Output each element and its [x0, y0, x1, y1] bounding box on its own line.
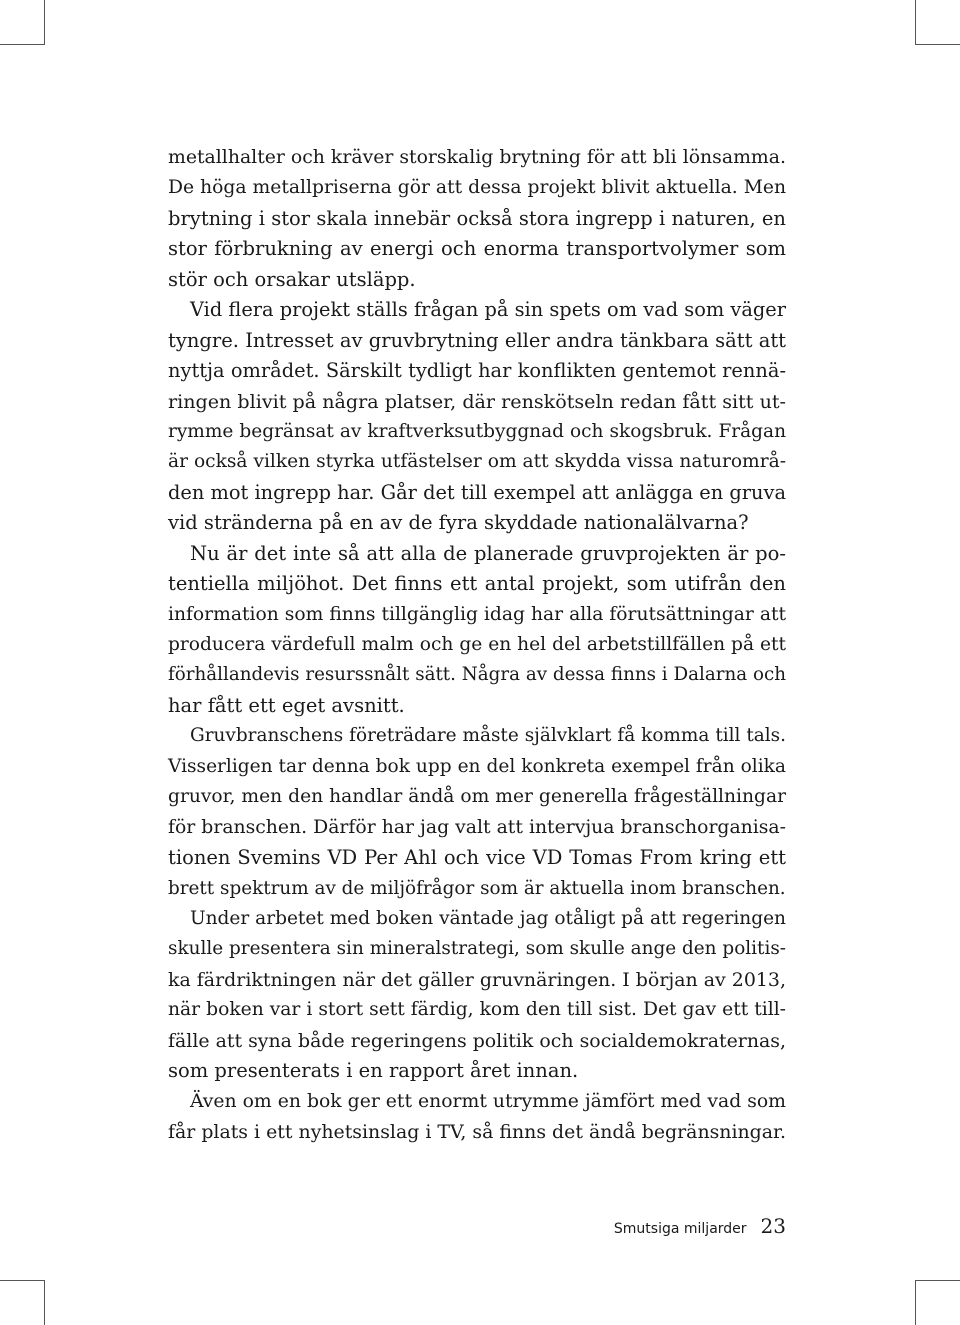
text-line: får plats i ett nyhetsinslag i TV, så finns det ändå begränsningar. [168, 1121, 786, 1143]
crop-mark-top-right-h [915, 44, 960, 45]
text-line: när boken var i stort sett färdig, kom den till sist. Det gav ett till- [168, 999, 786, 1021]
text-line: De höga metallpriserna gör att dessa projekt blivit aktuella. Men [168, 177, 786, 199]
page-footer [614, 1214, 786, 1238]
text-line: tionen Svemins VD Per Ahl och vice VD Tomas From kring ett [168, 846, 786, 870]
text-line: metallhalter och kräver storskalig brytning för att bli lönsamma. [168, 147, 786, 168]
text-line: producera värdefull malm och ge en hel del arbetstillfällen på ett [168, 634, 786, 655]
crop-mark-bottom-right [915, 1280, 916, 1325]
text-line: den mot ingrepp har. Går det till exempel att anlägga en gruva [168, 480, 786, 504]
text-line: tyngre. Intresset av gruvbrytning eller andra tänkbara sätt att [168, 328, 786, 352]
text-line: skulle presentera sin mineralstrategi, som skulle ange den politis- [168, 938, 786, 960]
text-line: information som finns tillgänglig idag har alla förutsättningar att [168, 603, 786, 625]
crop-mark-bottom-left-h [0, 1280, 45, 1281]
text-line: brytning i stor skala innebär också stora ingrepp i naturen, en [168, 206, 786, 230]
crop-mark-bottom-left [44, 1280, 45, 1325]
text-line: brett spektrum av de miljöfrågor som är aktuella inom branschen. [168, 877, 786, 899]
text-line: rymme begränsat av kraftverksutbyggnad och skogsbruk. Frågan [168, 420, 786, 442]
crop-mark-top-left-h [0, 44, 45, 45]
text-line: tentiella miljöhot. Det finns ett antal projekt, som utifrån den [168, 572, 786, 596]
text-line: Gruvbranschens företrädare måste självklart få komma till tals. [190, 725, 786, 747]
running-title: Smutsiga miljarder [613, 1221, 747, 1237]
text-line: Visserligen tar denna bok upp en del konkreta exempel från olika [168, 755, 786, 777]
crop-mark-bottom-right-h [915, 1280, 960, 1281]
text-line: Vid flera projekt ställs frågan på sin spets om vad som väger [190, 298, 786, 322]
text-line: Även om en bok ger ett enormt utrymme jämfört med vad som [190, 1090, 786, 1112]
page-number: 23 [760, 1214, 786, 1238]
text-line: vid stränderna på en av de fyra skyddade nationalälvarna? [168, 511, 749, 535]
text-line: ka färdriktningen när det gäller gruvnäringen. I början av 2013, [168, 968, 786, 991]
text-line: har fått ett eget avsnitt. [168, 693, 405, 717]
text-line: nyttja området. Särskilt tydligt har konflikten gentemot rennä- [168, 359, 786, 383]
text-line: är också vilken styrka utfästelser om att skydda vissa naturområ- [168, 451, 786, 473]
text-line: för branschen. Därför har jag valt att intervjua branschorganisa- [168, 816, 786, 838]
text-line: fälle att syna både regeringens politik och socialdemokraternas, [168, 1029, 786, 1052]
text-line: stör och orsakar utsläpp. [168, 267, 416, 291]
body-text [168, 143, 786, 1147]
text-line: Under arbetet med boken väntade jag otåligt på att regeringen [190, 907, 786, 929]
text-line: stor förbrukning av energi och enorma transportvolymer som [168, 237, 786, 261]
crop-mark-top-right [915, 0, 916, 45]
text-line: förhållandevis resurssnålt sätt. Några av dessa finns i Dalarna och [168, 664, 786, 686]
text-line: som presenterats i en rapport året innan. [168, 1059, 579, 1083]
text-line: ringen blivit på några platser, där renskötseln redan fått sitt ut- [168, 389, 786, 413]
text-line: gruvor, men den handlar ändå om mer generella frågeställningar [168, 786, 786, 808]
text-line: Nu är det inte så att alla de planerade gruvprojekten är po- [190, 541, 786, 565]
crop-mark-top-left [44, 0, 45, 45]
